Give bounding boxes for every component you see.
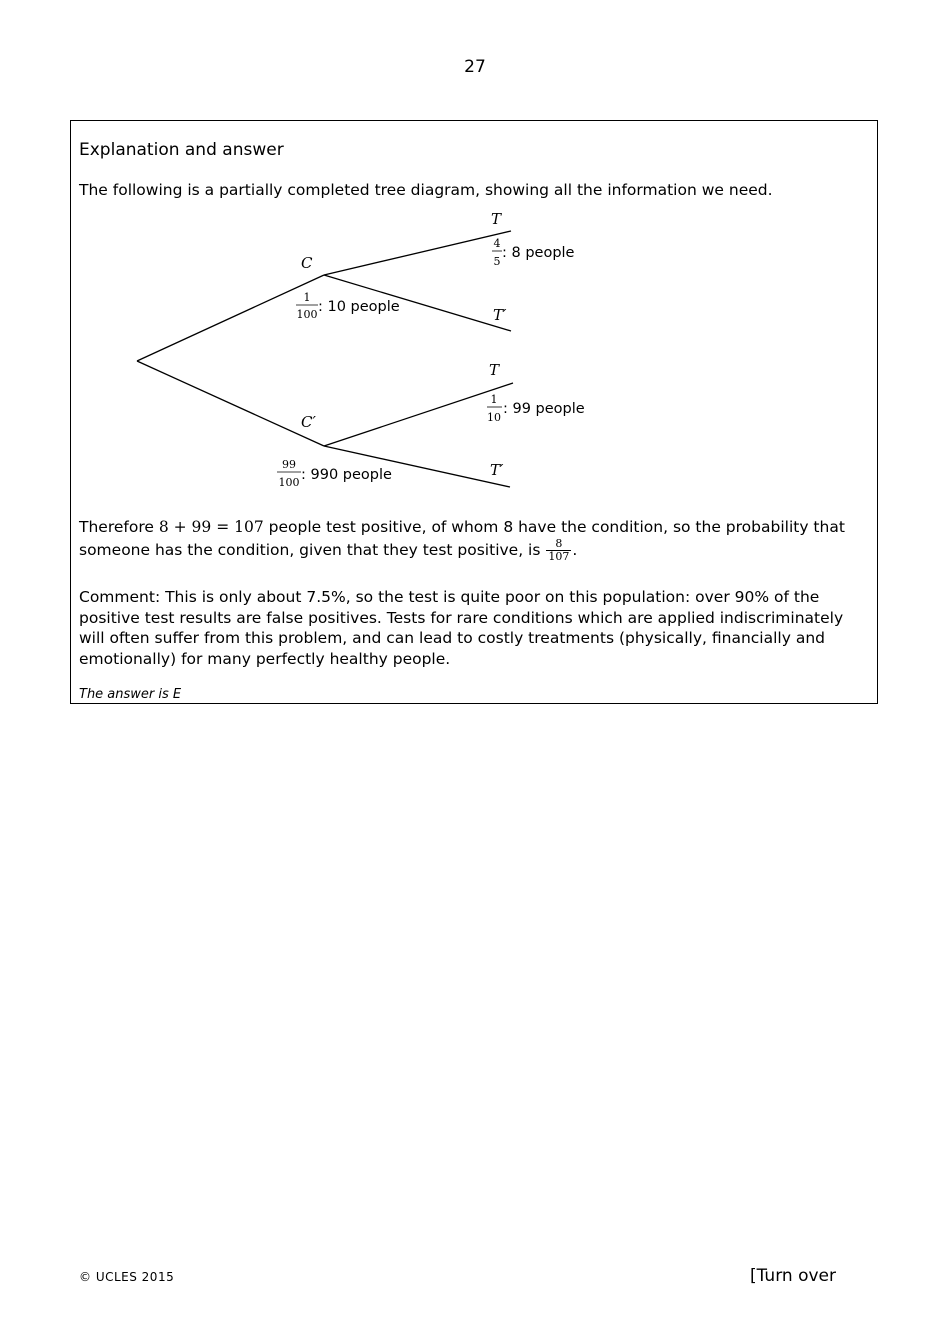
fraction-denominator: 107	[548, 550, 570, 563]
section-heading: Explanation and answer	[79, 140, 284, 160]
comment-paragraph: Comment: This is only about 7.5%, so the test is quite poor on this population: over 90% of the positive test results are false positives. Tests for rare conditions which are applied indiscriminately will often suffer from this problem, and can lead to costly treatments (physically, financially and emotionally) for many perfectly healthy people.	[79, 588, 844, 668]
fraction-numerator: 1	[303, 291, 311, 304]
explanation-box	[70, 120, 878, 704]
therefore-text: Therefore	[79, 518, 159, 536]
count-label: : 8 people	[502, 245, 575, 261]
branch-line-cnot-t	[324, 383, 513, 446]
branch-line-c-not	[137, 361, 324, 446]
therefore-paragraph	[79, 517, 859, 563]
page-number: 27	[464, 57, 486, 77]
intro-text: The following is a partially completed tree diagram, showing all the information we need.	[79, 181, 773, 199]
fraction-denominator: 100	[278, 476, 300, 489]
math-expression: 8 + 99 = 107	[158, 518, 264, 536]
node-label-c: C	[301, 254, 313, 272]
copyright: © UCLES 2015	[79, 1270, 175, 1284]
fraction-denominator: 5	[493, 255, 501, 268]
node-label-t: T	[491, 210, 502, 228]
tree-diagram	[71, 121, 877, 521]
count-label: : 10 people	[318, 299, 400, 315]
turn-over-label: [Turn over	[750, 1266, 836, 1286]
fraction-numerator: 1	[490, 393, 498, 406]
answer-line: The answer is E	[79, 687, 182, 702]
node-label-t-not: T′	[493, 306, 507, 324]
count-label: : 99 people	[503, 401, 585, 417]
count-label: : 990 people	[301, 467, 392, 483]
node-label-c-not: C′	[301, 413, 316, 431]
fraction-numerator: 8	[546, 538, 571, 551]
node-label-t-not: T′	[490, 461, 504, 479]
fraction-denominator: 10	[487, 411, 501, 424]
fraction-denominator: 100	[296, 308, 318, 321]
fraction-numerator: 4	[493, 237, 501, 250]
node-label-t: T	[489, 361, 500, 379]
therefore-text: people test positive, of whom 8 have the condition, so the probability that someone has the condition, given that they test positive, is	[79, 518, 845, 559]
probability-fraction	[546, 538, 571, 563]
therefore-end: .	[572, 541, 578, 559]
branch-line-c-t	[324, 231, 511, 275]
fraction-numerator: 99	[282, 458, 296, 471]
